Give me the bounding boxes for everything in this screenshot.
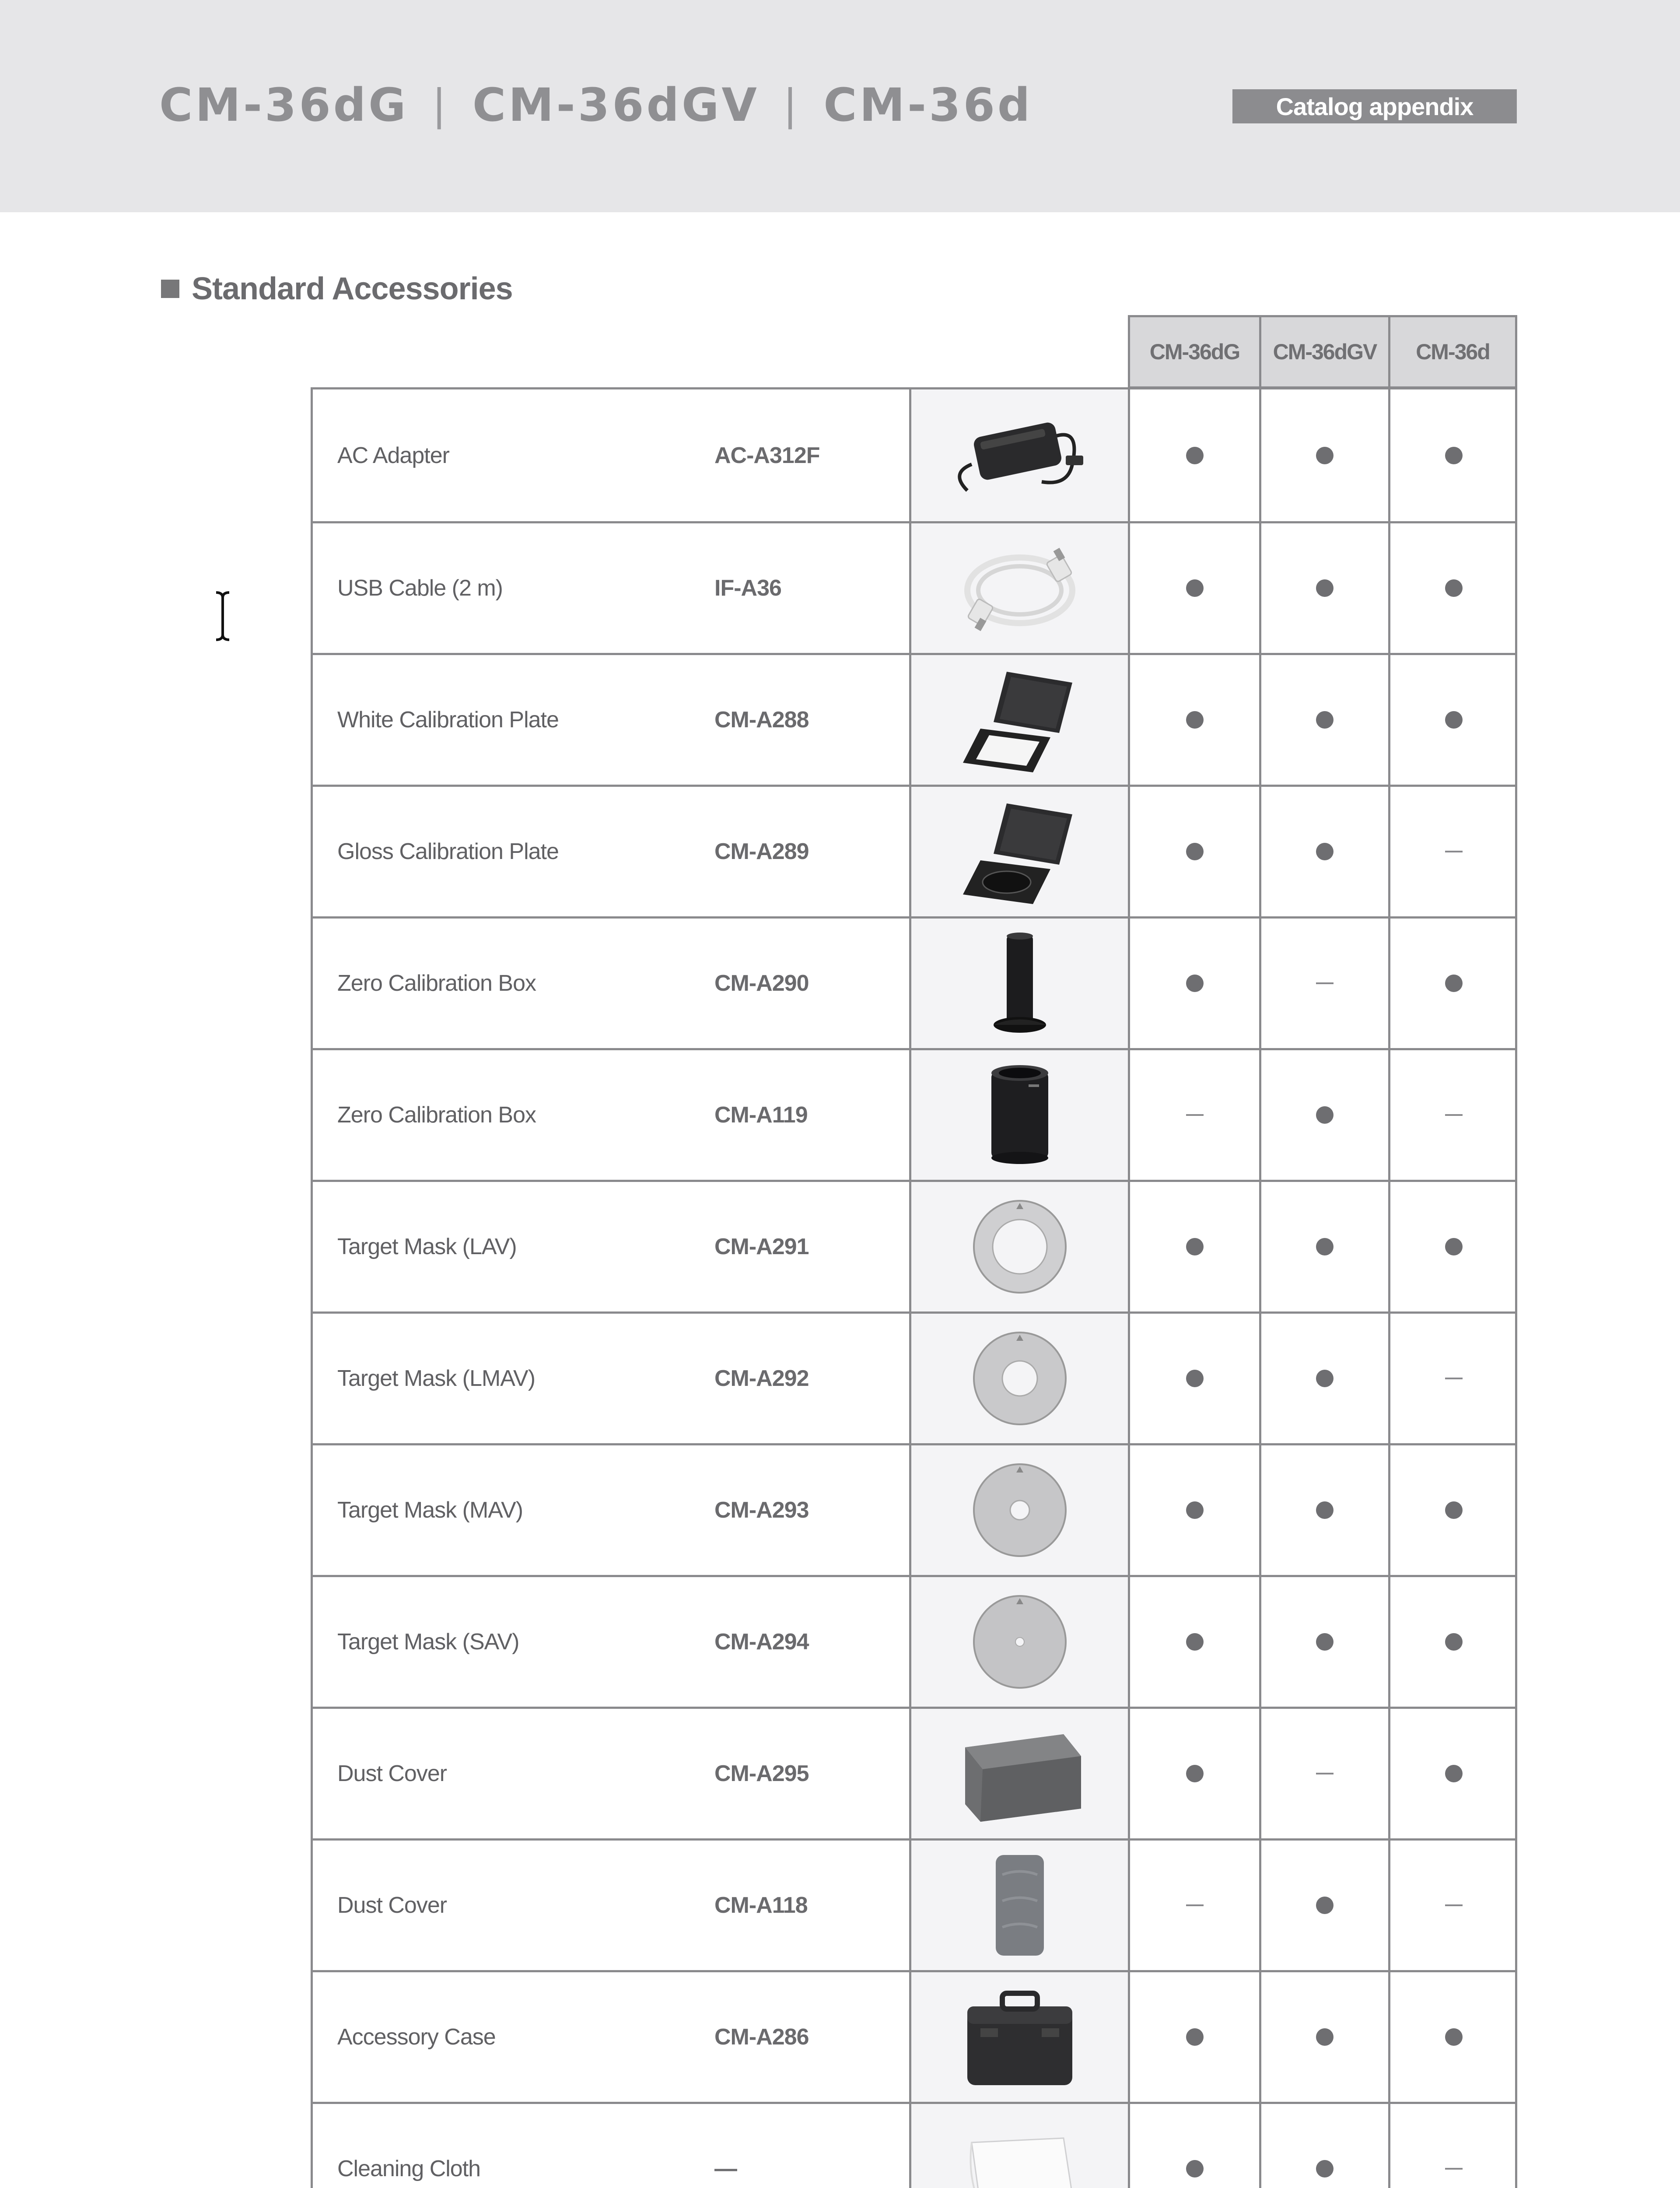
included-dot-icon — [1445, 1633, 1463, 1651]
availability-cell — [1130, 1709, 1259, 1838]
table-row — [313, 1970, 1515, 2102]
accessory-name: Cleaning Cloth — [337, 2156, 481, 2181]
availability-cell — [1130, 1972, 1259, 2102]
included-dot-icon — [1186, 579, 1204, 597]
included-dot-icon — [1316, 1633, 1334, 1651]
not-included-dash-icon — [1445, 851, 1463, 852]
accessory-name: Gloss Calibration Plate — [337, 839, 559, 864]
table-row — [313, 653, 1515, 785]
target-mask-lmav-image — [909, 1314, 1130, 1443]
availability-cell — [1259, 1841, 1388, 1970]
not-included-dash-icon — [1186, 1114, 1204, 1116]
table-row — [313, 1575, 1515, 1707]
ac-adapter-image — [909, 389, 1130, 521]
table-row — [313, 1707, 1515, 1838]
gloss-calibration-plate-image — [909, 787, 1130, 916]
included-dot-icon — [1316, 1897, 1334, 1914]
table-row — [313, 916, 1515, 1048]
availability-cell — [1388, 1050, 1517, 1180]
accessory-name: Target Mask (LAV) — [337, 1234, 517, 1259]
accessory-name: Zero Calibration Box — [337, 1102, 536, 1128]
table-row — [313, 1048, 1515, 1180]
square-bullet-icon — [161, 280, 179, 298]
table-row — [313, 785, 1515, 916]
included-dot-icon — [1316, 2028, 1334, 2046]
availability-cell — [1130, 919, 1259, 1048]
included-dot-icon — [1186, 2028, 1204, 2046]
included-dot-icon — [1186, 843, 1204, 860]
included-dot-icon — [1316, 579, 1334, 597]
part-number: — — [714, 2156, 737, 2181]
availability-cell — [1259, 1445, 1388, 1575]
availability-cell — [1259, 787, 1388, 916]
header-band — [0, 0, 1680, 212]
included-dot-icon — [1316, 1238, 1334, 1255]
usb-cable-image — [909, 523, 1130, 653]
part-number: CM-A290 — [714, 971, 809, 996]
availability-cell — [1388, 655, 1517, 785]
included-dot-icon — [1445, 1238, 1463, 1255]
availability-cell — [1259, 655, 1388, 785]
column-header: CM-36dG — [1130, 317, 1259, 386]
title-separator: | — [783, 81, 800, 130]
availability-cell — [1259, 523, 1388, 653]
availability-cell — [1259, 389, 1388, 521]
cleaning-cloth-image — [909, 2104, 1130, 2188]
accessory-name: Target Mask (MAV) — [337, 1497, 523, 1523]
part-number: IF-A36 — [714, 575, 781, 601]
included-dot-icon — [1316, 843, 1334, 860]
availability-cell — [1130, 1050, 1259, 1180]
accessory-name: Accessory Case — [337, 2024, 496, 2050]
availability-cell — [1388, 523, 1517, 653]
target-mask-mav-image — [909, 1445, 1130, 1575]
availability-cell — [1259, 919, 1388, 1048]
included-dot-icon — [1186, 1238, 1204, 1255]
not-included-dash-icon — [1186, 1904, 1204, 1906]
availability-cell — [1259, 2104, 1388, 2188]
availability-cell — [1388, 1577, 1517, 1707]
included-dot-icon — [1445, 447, 1463, 464]
table-row — [313, 521, 1515, 653]
section-heading — [161, 269, 513, 309]
column-header: CM-36dGV — [1259, 317, 1388, 386]
availability-cell — [1130, 1841, 1259, 1970]
availability-cell — [1130, 787, 1259, 916]
availability-cell — [1130, 655, 1259, 785]
zero-calibration-box-image — [909, 1050, 1130, 1180]
not-included-dash-icon — [1445, 1378, 1463, 1379]
included-dot-icon — [1445, 711, 1463, 729]
accessory-name: Target Mask (LMAV) — [337, 1366, 536, 1391]
included-dot-icon — [1445, 975, 1463, 992]
part-number: CM-A292 — [714, 1366, 809, 1391]
part-number: CM-A286 — [714, 2024, 809, 2050]
table-column-headers — [1128, 315, 1517, 389]
included-dot-icon — [1445, 579, 1463, 597]
availability-cell — [1259, 1182, 1388, 1311]
included-dot-icon — [1186, 2160, 1204, 2177]
column-header: CM-36d — [1388, 317, 1515, 386]
target-mask-lav-image — [909, 1182, 1130, 1311]
accessory-name: Zero Calibration Box — [337, 971, 536, 996]
included-dot-icon — [1186, 1765, 1204, 1782]
accessory-name: Dust Cover — [337, 1893, 447, 1918]
availability-cell — [1388, 1972, 1517, 2102]
catalog-appendix-badge: Catalog appendix — [1232, 89, 1517, 123]
not-included-dash-icon — [1316, 1773, 1334, 1774]
availability-cell — [1130, 1314, 1259, 1443]
included-dot-icon — [1316, 2160, 1334, 2177]
table-row — [313, 1443, 1515, 1575]
part-number: CM-A118 — [714, 1893, 808, 1918]
included-dot-icon — [1186, 711, 1204, 729]
availability-cell — [1130, 1577, 1259, 1707]
availability-cell — [1388, 389, 1517, 521]
availability-cell — [1130, 1445, 1259, 1575]
availability-cell — [1130, 389, 1259, 521]
part-number: AC-A312F — [714, 442, 820, 468]
availability-cell — [1388, 1841, 1517, 1970]
title-separator: | — [432, 81, 449, 130]
included-dot-icon — [1445, 1501, 1463, 1519]
part-number: CM-A291 — [714, 1234, 809, 1259]
availability-cell — [1388, 1709, 1517, 1838]
model-name-2: CM-36dGV — [472, 78, 760, 132]
availability-cell — [1130, 1182, 1259, 1311]
dust-cover-image — [909, 1709, 1130, 1838]
availability-cell — [1130, 523, 1259, 653]
included-dot-icon — [1316, 711, 1334, 729]
availability-cell — [1388, 1182, 1517, 1311]
availability-cell — [1259, 1709, 1388, 1838]
part-number: CM-A288 — [714, 707, 809, 733]
not-included-dash-icon — [1445, 1114, 1463, 1116]
part-number: CM-A294 — [714, 1629, 809, 1655]
availability-cell — [1388, 2104, 1517, 2188]
included-dot-icon — [1186, 447, 1204, 464]
model-name-1: CM-36dG — [159, 78, 409, 132]
included-dot-icon — [1445, 1765, 1463, 1782]
not-included-dash-icon — [1445, 2168, 1463, 2170]
accessory-name: AC Adapter — [337, 442, 449, 468]
text-cursor-icon — [212, 590, 234, 642]
included-dot-icon — [1186, 1370, 1204, 1387]
accessory-name: Target Mask (SAV) — [337, 1629, 519, 1655]
availability-cell — [1388, 1445, 1517, 1575]
part-number: CM-A295 — [714, 1761, 809, 1786]
table-row — [313, 2102, 1515, 2188]
accessory-name: Dust Cover — [337, 1761, 447, 1786]
availability-cell — [1259, 1314, 1388, 1443]
availability-cell — [1259, 1972, 1388, 2102]
included-dot-icon — [1186, 1633, 1204, 1651]
availability-cell — [1388, 1314, 1517, 1443]
included-dot-icon — [1186, 975, 1204, 992]
not-included-dash-icon — [1445, 1904, 1463, 1906]
included-dot-icon — [1316, 447, 1334, 464]
accessory-case-image — [909, 1972, 1130, 2102]
included-dot-icon — [1316, 1501, 1334, 1519]
part-number: CM-A293 — [714, 1497, 809, 1523]
included-dot-icon — [1316, 1370, 1334, 1387]
included-dot-icon — [1445, 2028, 1463, 2046]
zero-calibration-box-tall-image — [909, 919, 1130, 1048]
availability-cell — [1388, 787, 1517, 916]
included-dot-icon — [1186, 1501, 1204, 1519]
table-row — [313, 1311, 1515, 1443]
dust-cover-tall-image — [909, 1841, 1130, 1970]
target-mask-sav-image — [909, 1577, 1130, 1707]
availability-cell — [1130, 2104, 1259, 2188]
section-title: Standard Accessories — [192, 271, 513, 306]
not-included-dash-icon — [1316, 982, 1334, 984]
white-calibration-plate-image — [909, 655, 1130, 785]
table-row — [313, 1838, 1515, 1970]
accessory-name: White Calibration Plate — [337, 707, 559, 733]
table-row — [313, 1180, 1515, 1311]
model-name-3: CM-36d — [823, 78, 1033, 132]
part-number: CM-A289 — [714, 839, 809, 864]
part-number: CM-A119 — [714, 1102, 808, 1128]
table-row — [313, 389, 1515, 521]
included-dot-icon — [1316, 1106, 1334, 1124]
availability-cell — [1259, 1577, 1388, 1707]
accessories-table — [311, 387, 1517, 2188]
page-title — [159, 74, 1032, 136]
availability-cell — [1388, 919, 1517, 1048]
accessory-name: USB Cable (2 m) — [337, 575, 503, 601]
availability-cell — [1259, 1050, 1388, 1180]
